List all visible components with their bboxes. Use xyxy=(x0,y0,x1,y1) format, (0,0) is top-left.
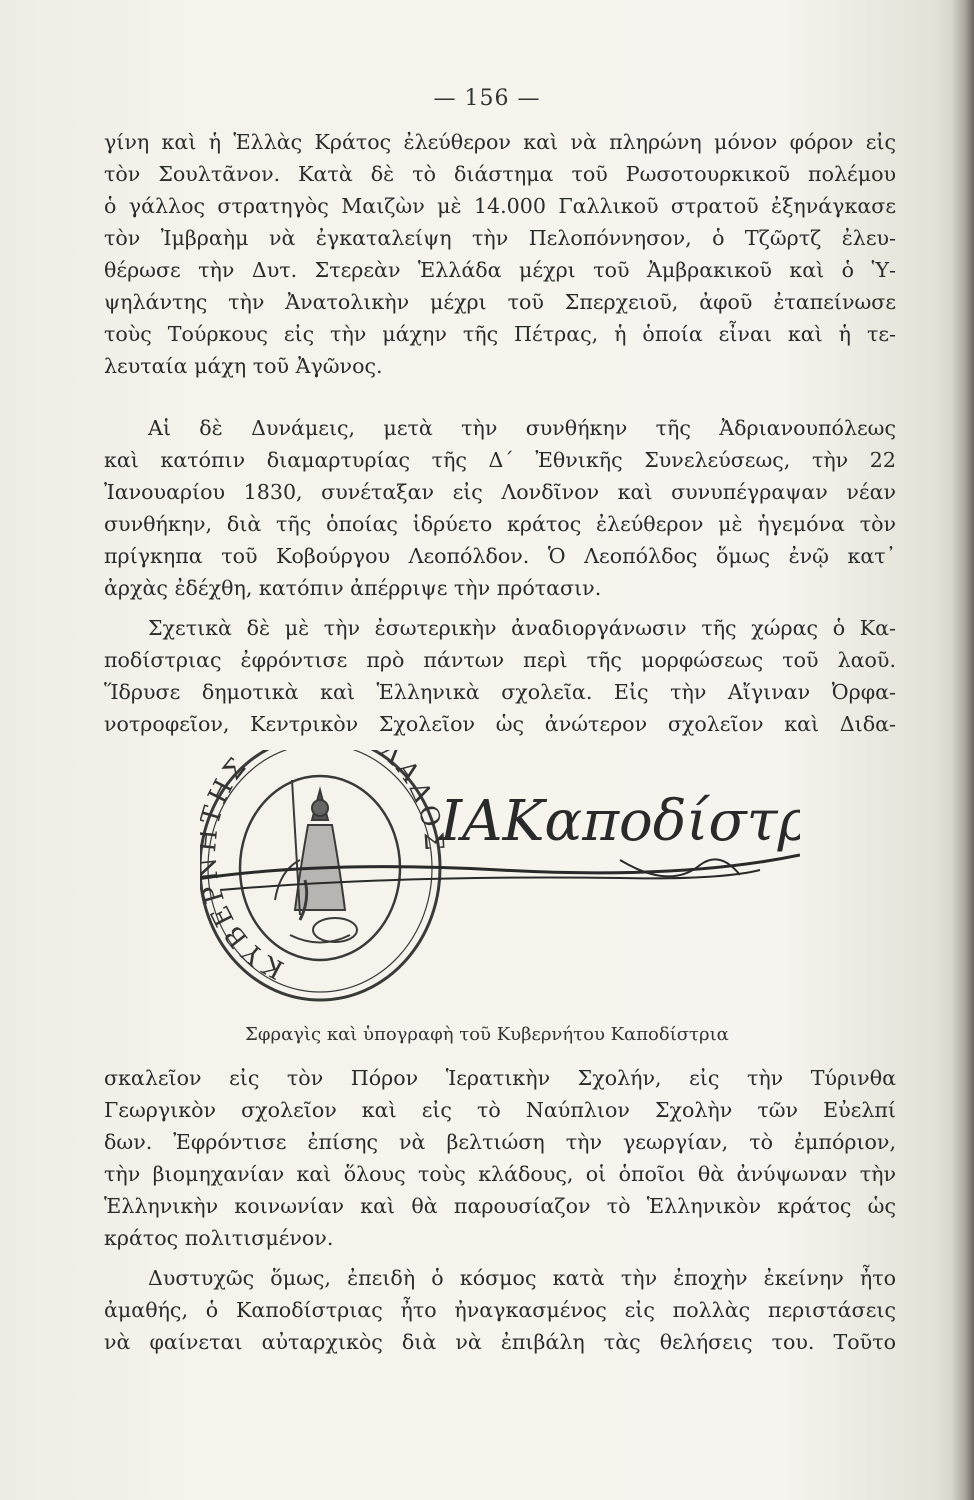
seal-signature-image xyxy=(200,750,800,1020)
signature-text: ΙΑΚαποδίστ xyxy=(440,789,778,854)
seal-figure xyxy=(275,780,357,943)
last-paragraph xyxy=(104,1262,896,1358)
text-line: τοὺς Τούρκους εἰς τὴν μάχην τῆς Πέτρας, ἡ ὁποία εἶναι καὶ ἡ τε- xyxy=(104,322,896,346)
seal-ring-text: ΚΥΒΕ ΗΣ ΛΑΔΟΣ xyxy=(202,750,449,985)
text-line: θέρωσε τὴν Δυτ. Στερεὰν Ἑλλάδα μέχρι τοῦ Ἀμβρακικοῦ καὶ ὁ Ὑ- xyxy=(104,258,896,282)
text-line: Δυστυχῶς ὅμως, ἐπειδὴ ὁ κόσμος κατὰ τὴν ἐποχὴν ἐκείνην ἦτο xyxy=(148,1266,896,1290)
text-line: Σχετικὰ δὲ μὲ τὴν ἐσωτερικὴν ἀναδιοργάνωσιν τῆς χώρας ὁ Κα- xyxy=(148,616,896,640)
seal-and-signature xyxy=(200,750,800,1020)
page-number: — 156 — xyxy=(433,86,541,111)
text-line: ὁ γάλλος στρατηγὸς Μαιζὼν μὲ 14.000 Γαλλικοῦ στρατοῦ ἐξηνάγκασε xyxy=(104,194,896,218)
text-line: ἀρχὰς ἐδέχθη, κατόπιν ἀπέρριψε τὴν πρότασιν. xyxy=(104,576,602,600)
top-paragraph xyxy=(104,126,896,382)
text-line: Γεωργικὸν σχολεῖον καὶ εἰς τὸ Ναύπλιον Σχολὴν τῶν Εὐελπί xyxy=(104,1098,896,1122)
figure-caption: Σφραγὶς καὶ ὑπογραφὴ τοῦ Κυβερνήτου Καποδίστρια xyxy=(245,1024,729,1045)
text-line: Ἰανουαρίου 1830, συνέταξαν εἰς Λονδῖνον καὶ συνυπέγραψαν νέαν xyxy=(104,480,896,504)
third-paragraph xyxy=(104,612,896,740)
text-line: Ἑλληνικὴν κοινωνίαν καὶ θὰ παρουσίαζον τὸ Ἑλληνικὸν κράτος ὡς xyxy=(104,1194,896,1218)
text-line: κράτος πολιτισμένον. xyxy=(104,1226,334,1250)
text-line: συνθήκην, διὰ τῆς ὁποίας ἱδρύετο κράτος ἐλεύθερον μὲ ἡγεμόνα τὸν xyxy=(104,512,896,536)
text-line: πρίγκηπα τοῦ Κοβούργου Λεοπόλδον. Ὁ Λεοπόλδος ὅμως ἐνῷ κατ᾽ xyxy=(104,544,896,568)
signature xyxy=(200,789,800,890)
bottom-paragraph xyxy=(104,1062,896,1254)
text-line: τὴν βιομηχανίαν καὶ ὅλους τοὺς κλάδους, οἱ ὁποῖοι θὰ ἀνύψωναν τὴν xyxy=(104,1162,896,1186)
text-line: σκαλεῖον εἰς τὸν Πόρον Ἱερατικὴν Σχολήν, εἰς τὴν Τύρινθα xyxy=(104,1066,896,1090)
text-line: Αἱ δὲ Δυνάμεις, μετὰ τὴν συνθήκην τῆς Ἀδριανουπόλεως xyxy=(148,416,896,440)
text-line: καὶ κατόπιν διαμαρτυρίας τῆς Δ΄ Ἐθνικῆς Συνελεύσεως, τὴν 22 xyxy=(104,448,896,472)
text-line: τὸν Σουλτᾶνον. Κατὰ δὲ τὸ διάστημα τοῦ Ρωσοτουρκικοῦ πολέμου xyxy=(104,162,896,186)
text-line: δων. Ἐφρόντισε ἐπίσης νὰ βελτιώση τὴν γεωργίαν, τὸ ἐμπόριον, xyxy=(104,1130,896,1154)
second-paragraph xyxy=(104,412,896,604)
text-line: ἀμαθής, ὁ Καποδίστριας ἦτο ἠναγκασμένος εἰς πολλὰς περιστάσεις xyxy=(104,1298,896,1322)
text-line: γίνη καὶ ἡ Ἑλλὰς Κράτος ἐλεύθερον καὶ νὰ πληρώνη μόνον φόρον εἰς xyxy=(104,130,896,154)
text-line: Ἵδρυσε δημοτικὰ καὶ Ἑλληνικὰ σχολεῖα. Εἰς τὴν Αἴγιναν Ὀρφα- xyxy=(104,680,896,704)
text-line: νὰ φαίνεται αὐταρχικὸς διὰ νὰ ἐπιβάλη τὰς θελήσεις του. Τοῦτο xyxy=(104,1330,896,1354)
text-line: νοτροφεῖον, Κεντρικὸν Σχολεῖον ὡς ἀνώτερον σχολεῖον καὶ Διδα- xyxy=(104,712,896,736)
text-line: λευταία μάχη τοῦ Ἀγῶνος. xyxy=(104,354,383,378)
text-line: ψηλάντης τὴν Ἀνατολικὴν μέχρι τοῦ Σπερχειοῦ, ἀφοῦ ἐταπείνωσε xyxy=(104,290,896,314)
text-line: ποδίστριας ἐφρόντισε πρὸ πάντων περὶ τῆς μορφώσεως τοῦ λαοῦ. xyxy=(104,648,896,672)
book-spine-shadow xyxy=(952,0,974,1500)
text-line: τὸν Ἰμβραὴμ νὰ ἐγκαταλείψη τὴν Πελοπόννησον, ὁ Τζῶρτζ ἐλευ- xyxy=(104,226,896,250)
